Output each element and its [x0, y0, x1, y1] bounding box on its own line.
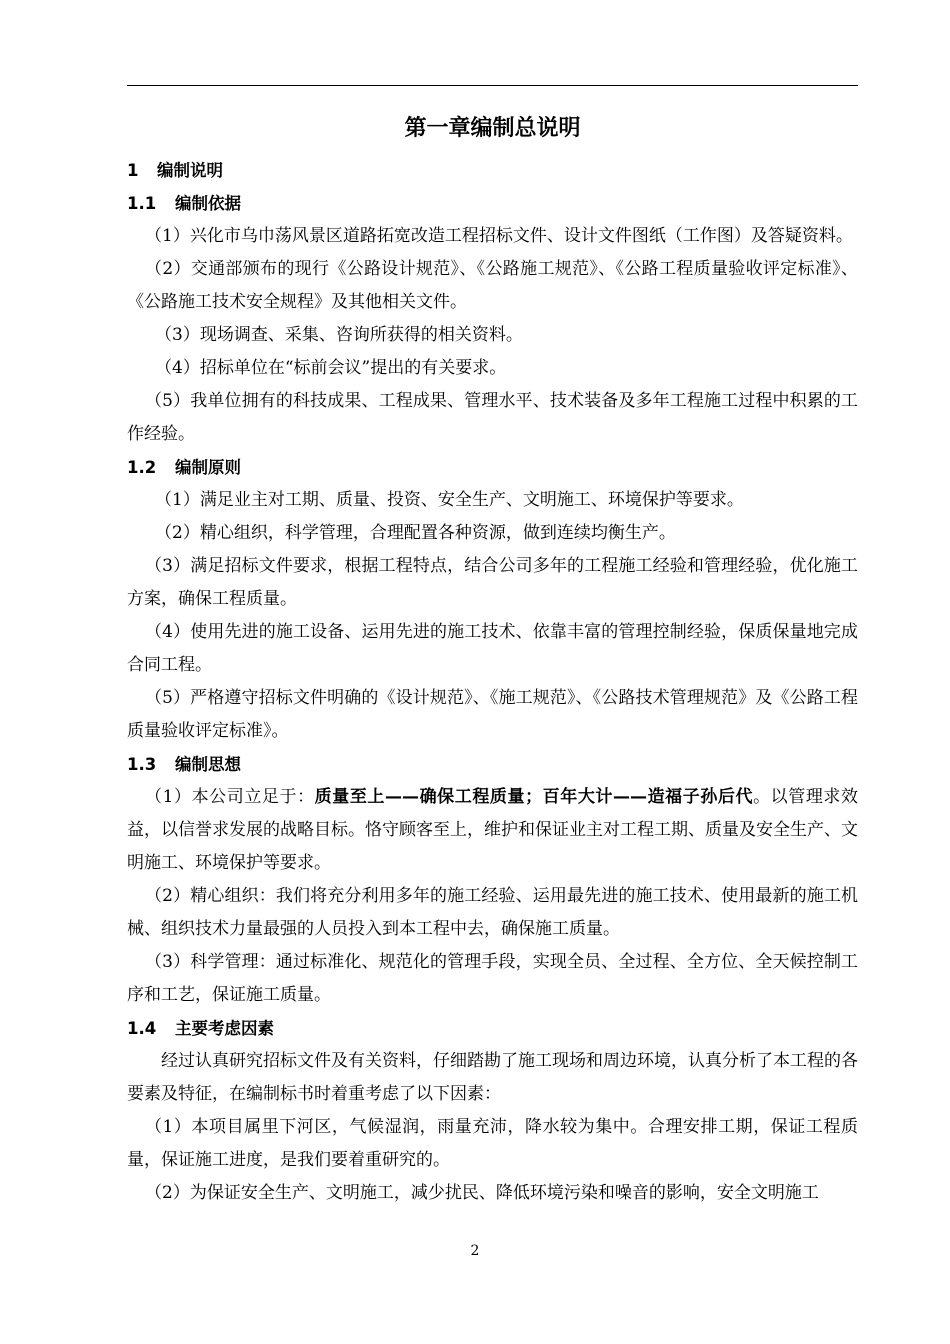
paragraph: （3）满足招标文件要求，根据工程特点，结合公司多年的工程施工经验和管理经验，优化施工方案，确保工程质量。	[127, 556, 858, 609]
paragraph: （5）严格遵守招标文件明确的《设计规范》、《施工规范》、《公路技术管理规范》及《公路工程质量验收评定标准》。	[127, 688, 858, 741]
document-body	[127, 112, 858, 1210]
section-number: 1.1	[127, 194, 157, 213]
paragraph: （2）精心组织，科学管理，合理配置各种资源，做到连续均衡生产。	[155, 523, 676, 543]
section-number: 1.3	[127, 755, 157, 774]
section-title: 编制思想	[175, 755, 241, 774]
section-title: 编制原则	[175, 458, 241, 477]
section-heading-1-3	[127, 748, 858, 781]
motto-text: 质量至上——确保工程质量；百年大计——造福子孙后代	[314, 787, 754, 807]
section-title: 主要考虑因素	[175, 1019, 274, 1038]
paragraph: （3）科学管理：通过标准化、规范化的管理手段，实现全员、全过程、全方位、全天候控制工序和工艺，保证施工质量。	[127, 952, 858, 1005]
paragraph: （3）现场调查、采集、咨询所获得的相关资料。	[155, 325, 523, 345]
section-number: 1.2	[127, 458, 157, 477]
section-heading-1-2	[127, 451, 858, 484]
section-number: 1.4	[127, 1019, 157, 1038]
paragraph: （4）使用先进的施工设备、运用先进的施工技术、依靠丰富的管理控制经验，保质保量地完成合同工程。	[127, 622, 858, 675]
paragraph: （4）招标单位在“标前会议”提出的有关要求。	[155, 358, 507, 378]
paragraph	[127, 781, 858, 880]
paragraph-rest: 。以管理求效益，以信誉求发展的战略目标。恪守顾客至上，维护和保证业主对工程工期、质量及安全生产、文明施工、环境保护等要求。	[127, 787, 858, 873]
section-number: 1	[127, 161, 139, 180]
paragraph: （2）为保证安全生产、文明施工，减少扰民、降低环境污染和噪音的影响，安全文明施工	[145, 1183, 819, 1203]
section-title: 编制依据	[175, 194, 241, 213]
section-heading-1	[127, 154, 858, 187]
paragraph: （1）满足业主对工期、质量、投资、安全生产、文明施工、环境保护等要求。	[155, 490, 744, 510]
section-heading-1-1	[127, 187, 858, 220]
paragraph: （2）精心组织：我们将充分利用多年的施工经验、运用最先进的施工技术、使用最新的施工机械、组织技术力量最强的人员投入到本工程中去，确保施工质量。	[127, 886, 858, 939]
paragraph: （5）我单位拥有的科技成果、工程成果、管理水平、技术装备及多年工程施工过程中积累的工作经验。	[127, 391, 858, 444]
chapter-title: 第一章编制总说明	[404, 116, 581, 141]
section-heading-1-4	[127, 1012, 858, 1045]
paragraph: 经过认真研究招标文件及有关资料，仔细踏勘了施工现场和周边环境，认真分析了本工程的各要素及特征，在编制标书时着重考虑了以下因素：	[127, 1051, 858, 1104]
section-title: 编制说明	[157, 161, 223, 180]
paragraph: （1）兴化市乌巾荡风景区道路拓宽改造工程招标文件、设计文件图纸（工作图）及答疑资料。	[145, 226, 853, 246]
paragraph-lead: （1）本公司立足于：	[145, 787, 315, 807]
page-number: 2	[470, 1243, 480, 1259]
header-rule	[127, 85, 858, 86]
paragraph: （2）交通部颁布的现行《公路设计规范》、《公路施工规范》、《公路工程质量验收评定标准》、《公路施工技术安全规程》及其他相关文件。	[127, 259, 858, 312]
paragraph: （1）本项目属里下河区，气候湿润，雨量充沛，降水较为集中。合理安排工期，保证工程质量，保证施工进度，是我们要着重研究的。	[127, 1117, 858, 1170]
